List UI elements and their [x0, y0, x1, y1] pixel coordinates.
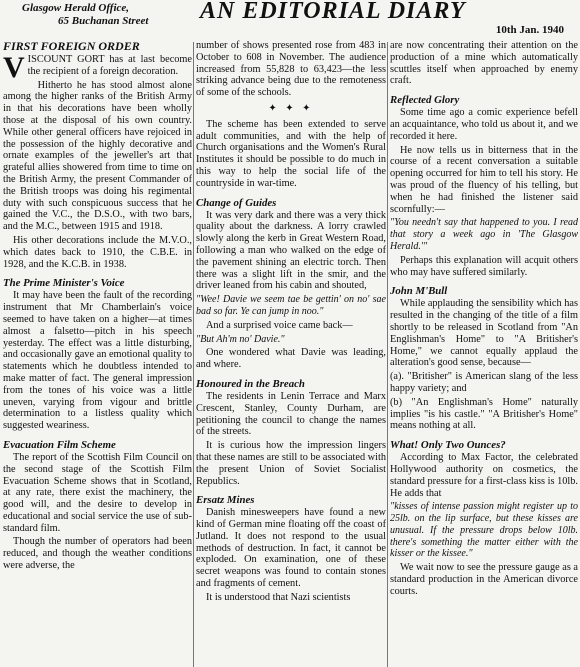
article-paragraph: Hitherto he has stood almost alone among the higher ranks of the British Army in that his decorations have been wholly those at the disposal of his own country. While other general officers have rejoiced in the possession of the highly decorative and ornate examples of the jeweller's art that grateful allies showered from time to time on the British Army, the present Commander of the British troops was doing his regimental duty with such conspicuous success that he gained the V.C., the D.S.O., with two bars, and the M.C., between 1915 and 1918. [3, 79, 192, 233]
article-paragraph: While applauding the sensibility which has resulted in the changing of the title of a film shortly to be released in Scotland from "An Englishman's Home" to "A Britisher's Home," we cannot equally applaud the alteration's good sense, because— [390, 298, 578, 369]
article-paragraph: are now concentrating their attention on the production of a mine which automatically scuttles itself when approached by enemy craft. [390, 40, 578, 87]
column-1 [3, 40, 192, 667]
column-2 [196, 40, 386, 667]
column-divider [387, 42, 388, 667]
article-heading: Honoured in the Breach [196, 377, 305, 390]
article-heading: John M'Bull [390, 285, 448, 298]
quote: "You needn't say that happened to you. I read that story a week ago in 'The Glasgow Herald.'" [390, 217, 578, 252]
article-heading: Reflected Glory [390, 94, 460, 107]
article-heading: Change of Guides [196, 196, 277, 209]
article-paragraph: And a surprised voice came back— [206, 319, 353, 331]
column-3 [390, 40, 578, 667]
article-paragraph: According to Max Factor, the celebrated Hollywood authority on cosmetics, the standard pressure for a first-class kiss is 10lb. He adds that [390, 452, 578, 499]
article-paragraph: His other decorations include the M.V.O., which dates back to 1910, the C.B.E. in 1928, and the K.C.B. in 1938. [3, 234, 192, 270]
masthead [0, 0, 580, 44]
office-line-2: 65 Buchanan Street [58, 15, 149, 27]
article-paragraph: VISCOUNT GORT has at last become the recipient of a foreign decoration. [3, 51, 192, 84]
article-paragraph: It may have been the fault of the recording instrument that Mr Chamberlain's voice seemed to have taken on a higher—at times almost a falsetto—pitch in his speech yesterday. The effect was a little disturbing, and occasionally gave an emotional quality to statements which he doubtless intended to make matter of fact. The general impression from the tones of his voice was a little uneven, varying from vigour and brittle determination to a listless quality which suggested weariness. [3, 290, 192, 432]
quote: "kisses of intense passion might register up to 25lb. on the lip surface, but these kisses are unusual. If the pressure drops below 10lb. there's something the matter either with the kisser or the kissee." [390, 501, 578, 560]
article-paragraph: Danish minesweepers have found a new kind of German mine floating off the coast of Jutland. It does not respond to the usual methods of destruction. In fact, it cannot be exploded. On examination, one of these secret weapons was found to contain stones and fragments of cement. [196, 507, 386, 590]
article-paragraph: It is curious how the impression lingers that these names are still to be associated with the present Union of Soviet Socialist Republics. [196, 440, 386, 487]
article-paragraph: Some time ago a comic experience befell an acquaintance, who told us about it, and we recorded it here. [390, 107, 578, 142]
article-paragraph: It was very dark and there was a very thick quality about the darkness. A lorry crawled slowly along the kerb in Great Western Road, following a man who walked on the edge of the pavement shining an electric torch. Then there was a slight lift in the smir, and the driver leaned from his cabin and shouted, [196, 209, 386, 292]
article-heading: FIRST FOREIGN ORDER [3, 40, 140, 53]
article-heading: Ersatz Mines [196, 494, 255, 507]
article-paragraph: The scheme has been extended to serve adult communities, and with the help of Church organisations and the Women's Rural Institutes it should be possible to do much in this way to help the social life of the countryside in war-time. [196, 118, 386, 189]
section-divider-stars: ✦ ✦ ✦ [268, 102, 314, 114]
article-paragraph: The report of the Scottish Film Council on the second stage of the Scottish Film Evacuation Scheme shows that in Scotland, at any rate, there exist the machinery, the good will, and the desire to develop in educational and social service the use of sub-standard film. [3, 451, 192, 534]
drop-cap: V [3, 51, 25, 84]
office-address [22, 2, 182, 28]
article-paragraph: The residents in Lenin Terrace and Marx Crescent, Stanley, County Durham, are petitioning the council to change the names of the streets. [196, 390, 386, 438]
quote: "Wee! Davie we seem tae be gettin' on no' sae bad so far. Ye can jump in noo." [196, 294, 386, 317]
article-paragraph: Perhaps this explanation will acquit others who may have suffered similarly. [390, 254, 578, 278]
article-heading: The Prime Minister's Voice [3, 277, 125, 290]
quote: "But Ah'm no' Davie." [196, 333, 285, 345]
issue-date: 10th Jan. 1940 [495, 24, 564, 36]
column-divider [193, 42, 194, 667]
page-title: AN EDITORIAL DIARY [200, 0, 466, 24]
article-paragraph: number of shows presented rose from 483 in October to 608 in November. The audience increased from 55,828 to 63,423—the less striking advance being due to the remoteness of some of the schools. [196, 40, 386, 99]
list-item: (b) "An Englishman's Home" naturally implies "is his castle." "A Britisher's Home" means nothing at all. [390, 396, 578, 432]
article-paragraph: It is understood that Nazi scientists [206, 591, 351, 603]
article-heading: What! Only Two Ounces? [390, 439, 506, 452]
article-paragraph: He now tells us in bitterness that in the course of a recent conversation a suitable opening occurred for him to tell his story. He was proud of the fluency of his telling, but when he had finished the listener said scornfully:— [390, 144, 578, 215]
article-paragraph: We wait now to see the pressure gauge as a standard production in the American divorce courts. [390, 562, 578, 597]
office-line-1: Glasgow Herald Office, [22, 2, 130, 14]
article-heading: Evacuation Film Scheme [3, 438, 116, 451]
article-paragraph: Though the number of operators had been reduced, and though the weather conditions were adverse, the [3, 536, 192, 572]
list-item: (a). "Britisher" is American slang of the less happy variety; and [390, 371, 578, 394]
article-paragraph: One wondered what Davie was leading, and where. [196, 347, 386, 371]
